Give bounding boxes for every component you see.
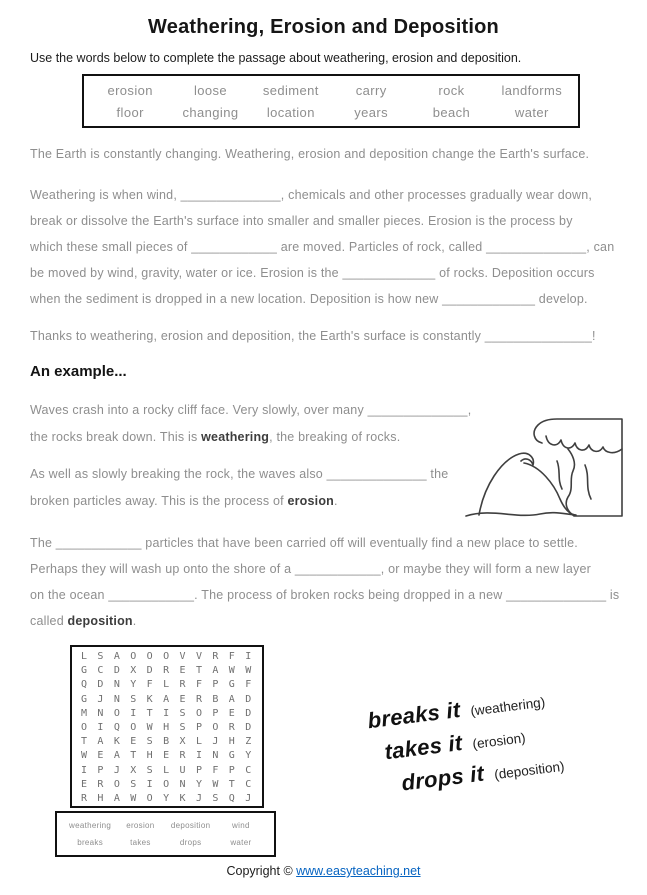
text-segment: , the breaking of rocks. xyxy=(269,430,401,444)
word-search-row: WEATHERINGY xyxy=(81,750,262,762)
search-word: takes xyxy=(130,838,151,847)
word-bank-word: beach xyxy=(432,104,471,120)
example-paragraph-3 xyxy=(30,530,630,634)
word-bank-row-2 xyxy=(90,105,572,120)
mnemonic-phrase: drops it xyxy=(400,760,486,796)
word-search-row: OIQOWHSPORD xyxy=(81,722,262,734)
mnemonic-label: (weathering) xyxy=(469,694,546,719)
passage-line: Waves crash into a rocky cliff face. Very slowly, over many ______________, xyxy=(30,403,472,417)
footer xyxy=(0,864,647,878)
copyright-text: Copyright © xyxy=(226,864,297,878)
text-segment: called xyxy=(30,614,68,628)
mnemonic-block xyxy=(366,674,642,805)
passage-line: be moved by wind, gravity, water or ice. Erosion is the _____________ of rocks. Deposition occurs xyxy=(30,266,595,280)
text-segment: . xyxy=(334,494,338,508)
word-bank-row-1 xyxy=(90,83,572,98)
word-bank-word: loose xyxy=(193,82,228,98)
word-bank-word: carry xyxy=(355,82,387,98)
word-bank-box xyxy=(82,74,580,128)
word-bank-word: rock xyxy=(438,82,465,98)
mnemonic-label: (deposition) xyxy=(493,758,566,783)
search-word: water xyxy=(230,838,252,847)
word-search-row: LSAOOOVVRFI xyxy=(81,651,262,662)
passage-line: break or dissolve the Earth's surface into smaller and smaller pieces. Erosion is the process by xyxy=(30,214,573,228)
passage-line xyxy=(30,488,630,515)
word-search-grid xyxy=(70,645,264,808)
word-search-row: TAKESBXLJHZ xyxy=(81,736,262,748)
mnemonic-label: (erosion) xyxy=(471,730,527,752)
word-search-row: GCDXDRETAWW xyxy=(81,665,262,677)
word-bank-word: changing xyxy=(182,104,239,120)
word-search-row: GJNSKAERBAD xyxy=(81,693,262,705)
word-bank-word: location xyxy=(266,104,315,120)
passage-line: Perhaps they will wash up onto the shore of a ____________, or maybe they will form a new layer xyxy=(30,562,591,576)
word-bank-word: floor xyxy=(116,104,144,120)
easyteaching-link[interactable]: www.easyteaching.net xyxy=(296,864,421,878)
text-segment: broken particles away. This is the process of xyxy=(30,494,288,508)
word-search-row: QDNYFLRFPGF xyxy=(81,679,262,691)
passage-line: The ____________ particles that have been carried off will eventually find a new place to settle. xyxy=(30,536,578,550)
keyword-erosion: erosion xyxy=(287,494,335,508)
passage-paragraph-3: Thanks to weathering, erosion and deposition, the Earth's surface is constantly _______________! xyxy=(30,329,596,343)
word-search-row: EROSIONYWTC xyxy=(81,778,262,790)
keyword-weathering: weathering xyxy=(201,430,270,444)
word-bank-word: years xyxy=(354,104,389,120)
word-search-bank-row-1 xyxy=(65,821,266,830)
passage-line: when the sediment is dropped in a new location. Deposition is how new _____________ develop. xyxy=(30,292,588,306)
mnemonic-phrase: takes it xyxy=(383,729,464,765)
text-segment: the rocks break down. This is xyxy=(30,430,202,444)
page-title: Weathering, Erosion and Deposition xyxy=(148,16,499,38)
passage-line xyxy=(30,608,630,634)
search-word: weathering xyxy=(69,821,112,830)
word-bank-word: sediment xyxy=(262,82,319,98)
word-search-bank-row-2 xyxy=(65,838,266,847)
keyword-deposition: deposition xyxy=(67,614,133,628)
word-bank-word: erosion xyxy=(107,82,153,98)
search-word: deposition xyxy=(170,821,211,830)
word-search-row: RHAWOYKJSQJ xyxy=(81,793,262,805)
search-word: wind xyxy=(232,821,250,830)
example-heading: An example... xyxy=(30,363,127,380)
example-paragraph-2 xyxy=(30,461,630,515)
search-word: drops xyxy=(179,838,202,847)
passage-line: on the ocean ____________. The process of broken rocks being dropped in a new ______________ is xyxy=(30,588,620,602)
word-bank-word: water xyxy=(514,104,549,120)
passage-line: which these small pieces of ____________ are moved. Particles of rock, called ______________, can xyxy=(30,240,615,254)
word-search-row: MNOITISOPED xyxy=(81,707,262,719)
search-word: breaks xyxy=(77,838,104,847)
passage-line: Weathering is when wind, ______________, chemicals and other processes gradually wear down, xyxy=(30,188,593,202)
search-word: erosion xyxy=(126,821,155,830)
word-search-row: IPJXSLUPFPC xyxy=(81,764,262,776)
passage-line: As well as slowly breaking the rock, the waves also ______________ the xyxy=(30,467,449,481)
word-search-word-bank xyxy=(55,811,276,857)
mnemonic-phrase: breaks it xyxy=(366,696,462,734)
instruction-text: Use the words below to complete the passage about weathering, erosion and deposition. xyxy=(30,51,522,65)
text-segment: . xyxy=(132,614,137,628)
passage-paragraph-1: The Earth is constantly changing. Weathering, erosion and deposition change the Earth's surface. xyxy=(30,147,590,161)
passage-paragraph-2 xyxy=(30,182,630,312)
word-bank-word: landforms xyxy=(501,82,563,98)
